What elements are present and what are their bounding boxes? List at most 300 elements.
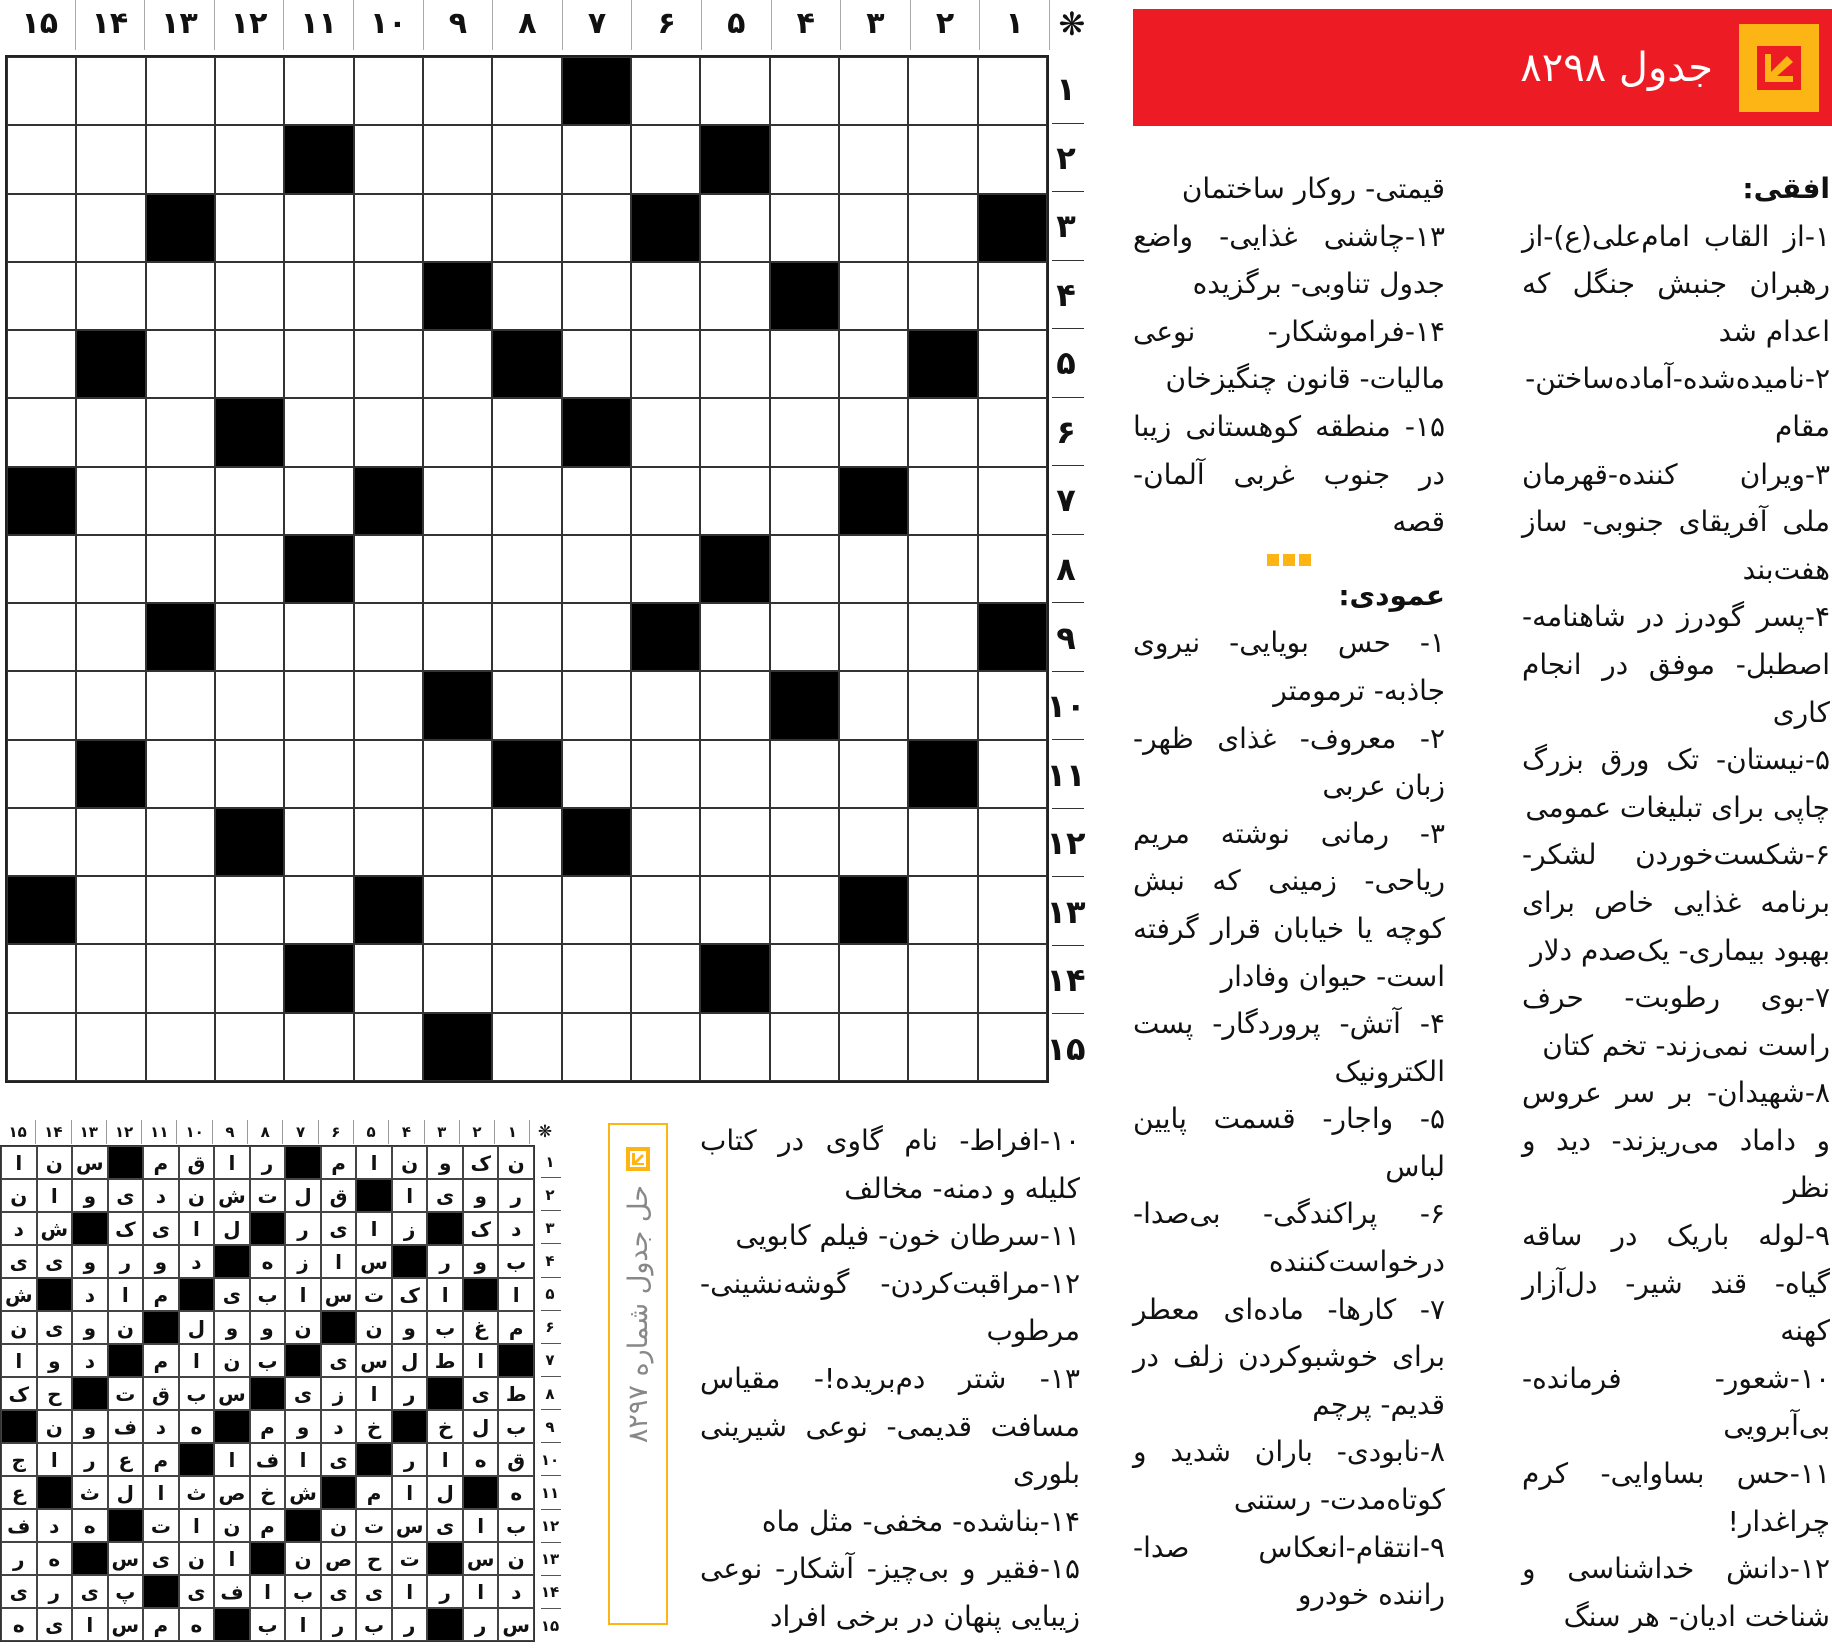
- answer-cell[interactable]: [700, 262, 769, 330]
- row-number-label: ۶: [1040, 398, 1092, 467]
- solution-letter: ه: [37, 1542, 73, 1575]
- answer-cell[interactable]: [631, 535, 700, 603]
- answer-cell[interactable]: [7, 944, 76, 1012]
- answer-cell[interactable]: [76, 262, 145, 330]
- answer-cell[interactable]: [215, 125, 284, 193]
- answer-cell[interactable]: [492, 1013, 561, 1081]
- solution-letter: ه: [250, 1245, 286, 1278]
- answer-cell[interactable]: [908, 671, 977, 739]
- answer-cell[interactable]: [146, 876, 215, 944]
- answer-cell[interactable]: [423, 876, 492, 944]
- answer-cell[interactable]: [284, 808, 353, 876]
- solution-column-label: ۶: [318, 1120, 353, 1144]
- answer-cell[interactable]: [7, 330, 76, 398]
- answer-cell[interactable]: [839, 398, 908, 466]
- answer-cell[interactable]: [908, 194, 977, 262]
- answer-cell[interactable]: [770, 194, 839, 262]
- solution-letter: و: [143, 1245, 179, 1278]
- answer-cell[interactable]: [770, 398, 839, 466]
- answer-cell[interactable]: [700, 194, 769, 262]
- answer-cell[interactable]: [908, 1013, 977, 1081]
- solution-letter: ه: [463, 1443, 499, 1476]
- answer-cell[interactable]: [908, 876, 977, 944]
- clue-item: ۱۰-شعور- فرمانده-بی‌آبرویی: [1522, 1361, 1830, 1443]
- answer-cell[interactable]: [839, 57, 908, 125]
- yellow-arrow-logo-icon: [1739, 24, 1819, 112]
- answer-cell[interactable]: [76, 57, 145, 125]
- main-crossword-grid[interactable]: [5, 55, 1049, 1083]
- clue-item: ۱۱-سرطان خون- فیلم کابویی: [735, 1219, 1080, 1253]
- answer-cell[interactable]: [146, 1013, 215, 1081]
- solution-letter: ب: [498, 1410, 534, 1443]
- answer-cell[interactable]: [770, 603, 839, 671]
- answer-cell[interactable]: [978, 125, 1047, 193]
- solution-letter: س: [392, 1509, 428, 1542]
- solution-letter: ر: [427, 1575, 463, 1608]
- clue-item: ۱۴-فراموشکار- نوعی مالیات- قانون چنگیزخان: [1133, 314, 1445, 396]
- answer-cell[interactable]: [7, 535, 76, 603]
- solution-row-label: ۱۱: [535, 1476, 565, 1509]
- solution-letter: ا: [427, 1443, 463, 1476]
- answer-cell[interactable]: [284, 740, 353, 808]
- answer-cell[interactable]: [492, 262, 561, 330]
- answer-cell[interactable]: [492, 944, 561, 1012]
- answer-cell[interactable]: [700, 57, 769, 125]
- solution-letter: ف: [214, 1575, 250, 1608]
- clue-item: ۸-نابودی- باران شدید و کوتاه‌مدت- رستنی: [1133, 1435, 1445, 1517]
- answer-cell[interactable]: [146, 671, 215, 739]
- answer-cell[interactable]: [354, 330, 423, 398]
- answer-cell[interactable]: [492, 57, 561, 125]
- main-grid-row-labels: [1040, 55, 1092, 1083]
- answer-cell[interactable]: [770, 535, 839, 603]
- answer-cell[interactable]: [700, 740, 769, 808]
- answer-cell[interactable]: [284, 467, 353, 535]
- solution-letter: ا: [321, 1245, 357, 1278]
- solution-letter: ن: [37, 1146, 73, 1179]
- answer-cell[interactable]: [839, 535, 908, 603]
- answer-cell[interactable]: [631, 57, 700, 125]
- answer-cell[interactable]: [562, 740, 631, 808]
- answer-cell[interactable]: [354, 671, 423, 739]
- answer-cell[interactable]: [423, 57, 492, 125]
- solution-letter: و: [250, 1311, 286, 1344]
- answer-cell[interactable]: [978, 808, 1047, 876]
- answer-cell[interactable]: [354, 125, 423, 193]
- answer-cell[interactable]: [770, 740, 839, 808]
- answer-cell[interactable]: [562, 330, 631, 398]
- answer-cell[interactable]: [146, 262, 215, 330]
- answer-cell[interactable]: [76, 808, 145, 876]
- solution-letter: ل: [392, 1344, 428, 1377]
- answer-cell[interactable]: [631, 876, 700, 944]
- answer-cell[interactable]: [978, 876, 1047, 944]
- clue-item: ۲-نامیده‌شده-آماده‌ساختن-مقام: [1525, 362, 1830, 443]
- answer-cell[interactable]: [423, 330, 492, 398]
- answer-cell[interactable]: [908, 57, 977, 125]
- row-number-label: ۱۲: [1040, 809, 1092, 878]
- solution-letter: ف: [250, 1443, 286, 1476]
- answer-cell[interactable]: [631, 330, 700, 398]
- solution-letter: ب: [250, 1278, 286, 1311]
- answer-cell[interactable]: [146, 398, 215, 466]
- answer-cell[interactable]: [215, 944, 284, 1012]
- solution-letter: س: [356, 1245, 392, 1278]
- answer-cell[interactable]: [631, 671, 700, 739]
- answer-cell[interactable]: [978, 330, 1047, 398]
- answer-cell[interactable]: [908, 398, 977, 466]
- solution-letter: ت: [250, 1179, 286, 1212]
- solution-letter: ا: [37, 1179, 73, 1212]
- solution-letter: س: [108, 1542, 144, 1575]
- black-cell: [7, 876, 76, 944]
- black-cell: [356, 1443, 392, 1476]
- black-cell: [839, 467, 908, 535]
- answer-cell[interactable]: [284, 1013, 353, 1081]
- solution-letter: ر: [250, 1146, 286, 1179]
- answer-cell[interactable]: [215, 330, 284, 398]
- solution-letter: ع: [1, 1476, 37, 1509]
- answer-cell[interactable]: [354, 398, 423, 466]
- answer-cell[interactable]: [7, 194, 76, 262]
- answer-cell[interactable]: [700, 671, 769, 739]
- column-number-label: ۶: [631, 0, 701, 50]
- answer-cell[interactable]: [770, 944, 839, 1012]
- answer-cell[interactable]: [76, 467, 145, 535]
- puzzle-title-banner: [1133, 9, 1832, 126]
- clue-item: قیمتی- روکار ساختمان: [1181, 172, 1445, 205]
- answer-cell[interactable]: [562, 535, 631, 603]
- solution-letter: ی: [321, 1212, 357, 1245]
- answer-cell[interactable]: [146, 467, 215, 535]
- solution-letter: د: [72, 1278, 108, 1311]
- answer-cell[interactable]: [700, 603, 769, 671]
- answer-cell[interactable]: [770, 57, 839, 125]
- answer-cell[interactable]: [978, 57, 1047, 125]
- answer-cell[interactable]: [978, 535, 1047, 603]
- solution-letter: د: [498, 1212, 534, 1245]
- column-number-label: ۱۴: [75, 0, 145, 50]
- black-cell: [427, 1542, 463, 1575]
- answer-cell[interactable]: [631, 262, 700, 330]
- answer-cell[interactable]: [492, 808, 561, 876]
- answer-cell[interactable]: [146, 944, 215, 1012]
- across-clue-list-continued: [1133, 165, 1445, 546]
- solution-letter: ق: [498, 1443, 534, 1476]
- solution-label-text: حل جدول شماره ۸۲۹۷: [622, 1185, 654, 1444]
- answer-cell[interactable]: [562, 125, 631, 193]
- answer-cell[interactable]: [7, 1013, 76, 1081]
- answer-cell[interactable]: [908, 944, 977, 1012]
- solution-letter: ا: [463, 1575, 499, 1608]
- answer-cell[interactable]: [7, 398, 76, 466]
- solution-letter: ن: [214, 1344, 250, 1377]
- middle-clues-column: [1133, 165, 1445, 1619]
- answer-cell[interactable]: [839, 330, 908, 398]
- solution-letter: ر: [285, 1212, 321, 1245]
- answer-cell[interactable]: [700, 467, 769, 535]
- answer-cell[interactable]: [284, 398, 353, 466]
- answer-cell[interactable]: [7, 671, 76, 739]
- answer-cell[interactable]: [284, 876, 353, 944]
- black-cell: [492, 330, 561, 398]
- answer-cell[interactable]: [770, 467, 839, 535]
- answer-cell[interactable]: [215, 467, 284, 535]
- answer-cell[interactable]: [631, 398, 700, 466]
- answer-cell[interactable]: [839, 740, 908, 808]
- answer-cell[interactable]: [839, 603, 908, 671]
- answer-cell[interactable]: [423, 467, 492, 535]
- answer-cell[interactable]: [839, 1013, 908, 1081]
- solution-letter: ن: [1, 1179, 37, 1212]
- answer-cell[interactable]: [978, 262, 1047, 330]
- answer-cell[interactable]: [562, 467, 631, 535]
- down-clue-list: [1133, 619, 1445, 1618]
- answer-cell[interactable]: [215, 57, 284, 125]
- clue-item: ۱-از القاب امام‌علی(ع)-از رهبران جنبش جنگل که اعدام شد: [1522, 219, 1830, 348]
- answer-cell[interactable]: [354, 1013, 423, 1081]
- answer-cell[interactable]: [7, 603, 76, 671]
- answer-cell[interactable]: [770, 330, 839, 398]
- answer-cell[interactable]: [839, 808, 908, 876]
- answer-cell[interactable]: [7, 262, 76, 330]
- answer-cell[interactable]: [839, 944, 908, 1012]
- answer-cell[interactable]: [908, 808, 977, 876]
- answer-cell[interactable]: [7, 740, 76, 808]
- solution-letter: س: [356, 1344, 392, 1377]
- answer-cell[interactable]: [76, 671, 145, 739]
- solution-row-label: ۱۲: [535, 1510, 565, 1543]
- black-cell: [108, 1344, 144, 1377]
- answer-cell[interactable]: [284, 603, 353, 671]
- answer-cell[interactable]: [215, 876, 284, 944]
- answer-cell[interactable]: [492, 398, 561, 466]
- answer-cell[interactable]: [7, 57, 76, 125]
- answer-cell[interactable]: [354, 603, 423, 671]
- answer-cell[interactable]: [423, 808, 492, 876]
- answer-cell[interactable]: [284, 57, 353, 125]
- answer-cell[interactable]: [700, 330, 769, 398]
- solution-letter: م: [250, 1509, 286, 1542]
- answer-cell[interactable]: [978, 740, 1047, 808]
- solution-grid: [0, 1145, 535, 1642]
- answer-cell[interactable]: [978, 467, 1047, 535]
- answer-cell[interactable]: [770, 125, 839, 193]
- solution-letter: ا: [356, 1146, 392, 1179]
- black-cell: [285, 1344, 321, 1377]
- answer-cell[interactable]: [492, 603, 561, 671]
- solution-letter: د: [1, 1212, 37, 1245]
- answer-cell[interactable]: [76, 944, 145, 1012]
- answer-cell[interactable]: [76, 603, 145, 671]
- answer-cell[interactable]: [562, 603, 631, 671]
- black-cell: [108, 1509, 144, 1542]
- answer-cell[interactable]: [284, 262, 353, 330]
- answer-cell[interactable]: [76, 876, 145, 944]
- answer-cell[interactable]: [908, 467, 977, 535]
- answer-cell[interactable]: [492, 125, 561, 193]
- answer-cell[interactable]: [354, 194, 423, 262]
- solution-letter: ش: [1, 1278, 37, 1311]
- answer-cell[interactable]: [700, 808, 769, 876]
- answer-cell[interactable]: [215, 603, 284, 671]
- solution-letter: ر: [427, 1245, 463, 1278]
- answer-cell[interactable]: [284, 330, 353, 398]
- solution-row-label: ۱۳: [535, 1543, 565, 1576]
- answer-cell[interactable]: [908, 603, 977, 671]
- answer-cell[interactable]: [423, 398, 492, 466]
- answer-cell[interactable]: [492, 876, 561, 944]
- answer-cell[interactable]: [76, 125, 145, 193]
- answer-cell[interactable]: [215, 740, 284, 808]
- clue-item: ۶-شکست‌خوردن لشکر-برنامه غذایی خاص برای بهبود بیماری- یک‌صدم دلار: [1522, 838, 1830, 967]
- answer-cell[interactable]: [423, 944, 492, 1012]
- solution-letter: ش: [285, 1476, 321, 1509]
- solution-letter: ر: [392, 1443, 428, 1476]
- answer-cell[interactable]: [770, 1013, 839, 1081]
- answer-cell[interactable]: [839, 671, 908, 739]
- answer-cell[interactable]: [146, 125, 215, 193]
- answer-cell[interactable]: [839, 194, 908, 262]
- solution-letter: ا: [72, 1608, 108, 1641]
- solution-letter: م: [143, 1344, 179, 1377]
- answer-cell[interactable]: [839, 262, 908, 330]
- column-number-label: ۹: [423, 0, 493, 50]
- answer-cell[interactable]: [562, 1013, 631, 1081]
- answer-cell[interactable]: [146, 330, 215, 398]
- answer-cell[interactable]: [562, 671, 631, 739]
- answer-cell[interactable]: [146, 740, 215, 808]
- solution-letter: ی: [321, 1575, 357, 1608]
- answer-cell[interactable]: [423, 603, 492, 671]
- solution-letter: ا: [427, 1278, 463, 1311]
- answer-cell[interactable]: [562, 876, 631, 944]
- solution-row-label: ۶: [535, 1311, 565, 1344]
- answer-cell[interactable]: [562, 194, 631, 262]
- answer-cell[interactable]: [978, 1013, 1047, 1081]
- answer-cell[interactable]: [492, 535, 561, 603]
- answer-cell[interactable]: [354, 535, 423, 603]
- answer-cell[interactable]: [908, 262, 977, 330]
- black-cell: [463, 1278, 499, 1311]
- answer-cell[interactable]: [354, 808, 423, 876]
- answer-cell[interactable]: [146, 57, 215, 125]
- answer-cell[interactable]: [215, 262, 284, 330]
- solution-letter: ن: [356, 1311, 392, 1344]
- answer-cell[interactable]: [770, 876, 839, 944]
- answer-cell[interactable]: [423, 125, 492, 193]
- answer-cell[interactable]: [354, 740, 423, 808]
- answer-cell[interactable]: [978, 671, 1047, 739]
- answer-cell[interactable]: [908, 125, 977, 193]
- answer-cell[interactable]: [423, 535, 492, 603]
- black-cell: [498, 1344, 534, 1377]
- solution-letter: ر: [392, 1608, 428, 1641]
- answer-cell[interactable]: [908, 535, 977, 603]
- answer-cell[interactable]: [146, 535, 215, 603]
- answer-cell[interactable]: [492, 194, 561, 262]
- answer-cell[interactable]: [631, 740, 700, 808]
- solution-letter: و: [72, 1245, 108, 1278]
- answer-cell[interactable]: [423, 740, 492, 808]
- solution-column-label: ۱۵: [8, 1123, 27, 1141]
- answer-cell[interactable]: [631, 467, 700, 535]
- answer-cell[interactable]: [284, 671, 353, 739]
- answer-cell[interactable]: [562, 262, 631, 330]
- answer-cell[interactable]: [978, 944, 1047, 1012]
- answer-cell[interactable]: [76, 194, 145, 262]
- solution-row-label: ۷: [535, 1344, 565, 1377]
- answer-cell[interactable]: [284, 194, 353, 262]
- black-cell: [146, 603, 215, 671]
- answer-cell[interactable]: [423, 194, 492, 262]
- answer-cell[interactable]: [146, 808, 215, 876]
- answer-cell[interactable]: [492, 671, 561, 739]
- answer-cell[interactable]: [354, 57, 423, 125]
- answer-cell[interactable]: [700, 398, 769, 466]
- column-number-label: ۴: [771, 0, 841, 50]
- answer-cell[interactable]: [215, 535, 284, 603]
- down-clues-column-continued: [700, 1117, 1080, 1641]
- solution-column-label: ۴: [388, 1120, 423, 1144]
- black-cell: [700, 535, 769, 603]
- answer-cell[interactable]: [562, 944, 631, 1012]
- solution-letter: پ: [108, 1575, 144, 1608]
- solution-letter: ر: [72, 1443, 108, 1476]
- across-clue-list: [1522, 213, 1830, 1641]
- answer-cell[interactable]: [7, 125, 76, 193]
- solution-row-label: ۵: [535, 1278, 565, 1311]
- answer-cell[interactable]: [700, 876, 769, 944]
- solution-grid-column-header: [0, 1120, 565, 1144]
- solution-letter: ح: [37, 1377, 73, 1410]
- answer-cell[interactable]: [76, 1013, 145, 1081]
- answer-cell[interactable]: [215, 194, 284, 262]
- answer-cell[interactable]: [700, 1013, 769, 1081]
- solution-letter: ن: [285, 1542, 321, 1575]
- solution-letter: ی: [37, 1245, 73, 1278]
- answer-cell[interactable]: [354, 262, 423, 330]
- solution-letter: س: [108, 1608, 144, 1641]
- solution-column-label: ۱۳: [71, 1120, 106, 1144]
- answer-cell[interactable]: [839, 125, 908, 193]
- answer-cell[interactable]: [631, 125, 700, 193]
- solution-letter: و: [392, 1311, 428, 1344]
- answer-cell[interactable]: [770, 808, 839, 876]
- answer-cell[interactable]: [7, 808, 76, 876]
- black-cell: [214, 1608, 250, 1641]
- solution-letter: ش: [214, 1179, 250, 1212]
- column-number-label: ۲: [910, 0, 980, 50]
- black-cell: [562, 57, 631, 125]
- answer-cell[interactable]: [76, 535, 145, 603]
- solution-letter: ا: [179, 1344, 215, 1377]
- black-cell: [908, 330, 977, 398]
- answer-cell[interactable]: [631, 808, 700, 876]
- answer-cell[interactable]: [215, 1013, 284, 1081]
- solution-letter: ق: [321, 1179, 357, 1212]
- solution-letter: ل: [285, 1179, 321, 1212]
- answer-cell[interactable]: [215, 671, 284, 739]
- answer-cell[interactable]: [354, 944, 423, 1012]
- answer-cell[interactable]: [76, 398, 145, 466]
- answer-cell[interactable]: [492, 467, 561, 535]
- black-cell: [250, 1377, 286, 1410]
- answer-cell[interactable]: [631, 1013, 700, 1081]
- answer-cell[interactable]: [631, 944, 700, 1012]
- answer-cell[interactable]: [978, 398, 1047, 466]
- previous-solution-label: [608, 1123, 668, 1625]
